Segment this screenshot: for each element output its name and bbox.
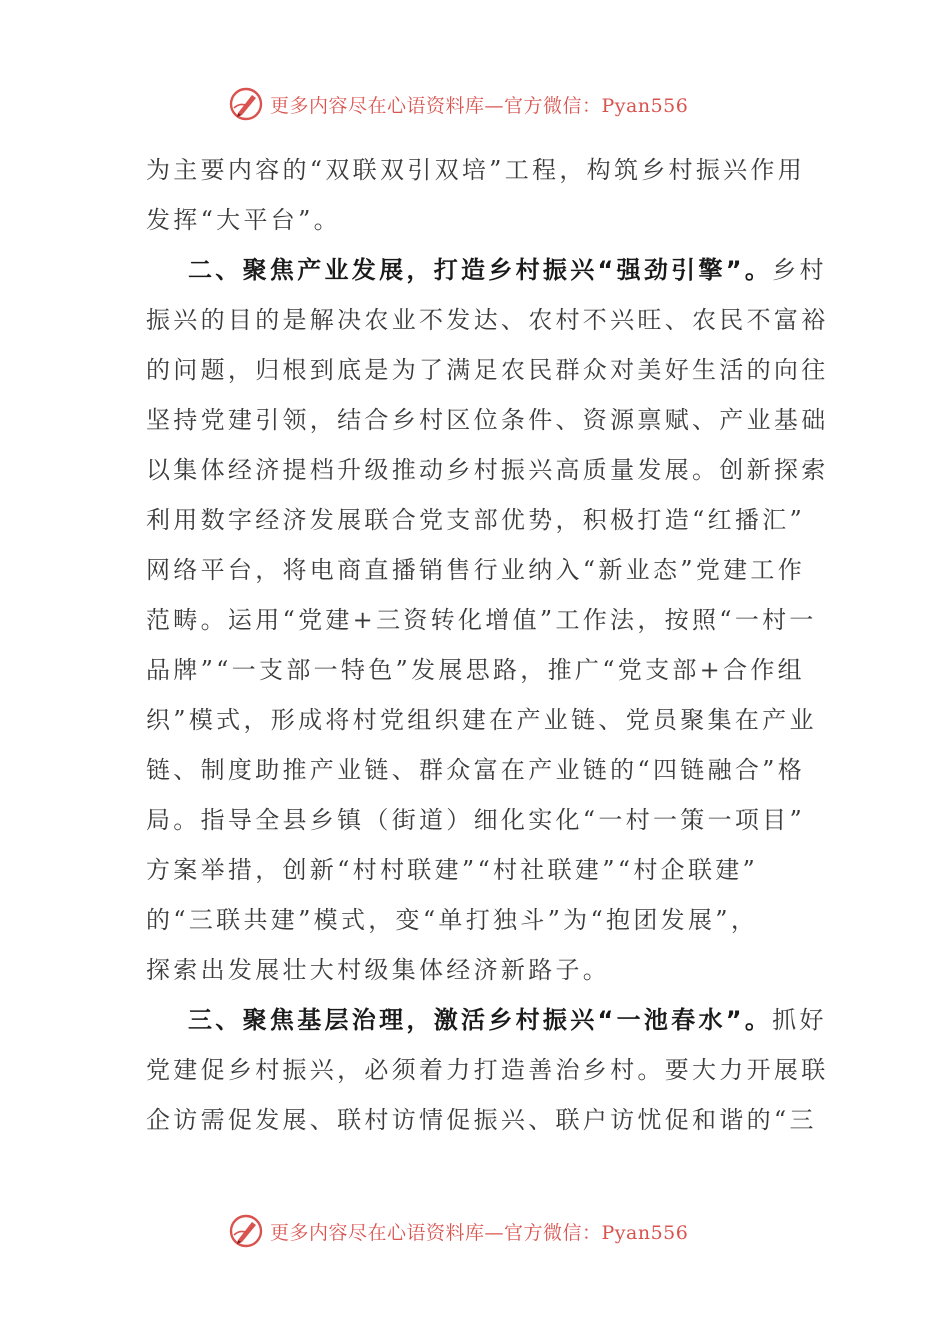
section-heading: 三、聚焦基层治理，激活乡村振兴“一池春水”。 [188,1006,773,1034]
text-line: 品牌”“一支部一特色”发展思路，推广“党支部+合作组 [146,656,805,684]
text-line: 的问题，归根到底是为了满足农民群众对美好生活的向往 [146,356,829,384]
text-line: 振兴的目的是解决农业不发达、农村不兴旺、农民不富裕 [146,306,829,334]
section-heading: 二、聚焦产业发展，打造乡村振兴“强劲引擎”。 [188,256,773,284]
text-line: 坚持党建引领，结合乡村区位条件、资源禀赋、产业基础 [146,406,829,434]
document-body [146,145,829,1145]
watermark-text: 更多内容尽在心语资料库—官方微信：Pyan556 [270,94,689,117]
text-line: 探索出发展壮大村级集体经济新路子。 [146,956,611,984]
text-span: 乡村 [772,256,827,284]
text-line: 利用数字经济发展联合党支部优势，积极打造“红播汇” [146,506,806,534]
header-watermark [228,84,688,124]
text-line: 范畴。运用“党建+三资转化增值”工作法，按照“一村一 [146,606,817,634]
footer-watermark [228,1211,688,1251]
text-line: 为主要内容的“双联双引双培”工程，构筑乡村振兴作用 [146,156,806,184]
text-line: 发挥“大平台”。 [146,206,341,234]
text-line: 企访需促发展、联村访情促振兴、联户访忧促和谐的“三 [146,1106,817,1134]
text-line: 网络平台，将电商直播销售行业纳入“新业态”党建工作 [146,556,806,584]
text-line: 的“三联共建”模式，变“单打独斗”为“抱团发展”， [146,906,759,934]
pen-circle-logo-icon [228,86,264,122]
text-line: 方案举措，创新“村村联建”“村社联建”“村企联建” [146,856,759,884]
text-line: 链、制度助推产业链、群众富在产业链的“四链融合”格 [146,756,806,784]
paragraph-first-line [146,995,827,1045]
text-line: 织”模式，形成将村党组织建在产业链、党员聚集在产业 [146,706,817,734]
text-line: 局。指导全县乡镇（街道）细化实化“一村一策一项目” [146,806,806,834]
pen-circle-logo-icon [228,1213,264,1249]
text-line: 以集体经济提档升级推动乡村振兴高质量发展。创新探索 [146,456,829,484]
paragraph-first-line [146,245,827,295]
text-span: 抓好 [772,1006,827,1034]
watermark-text: 更多内容尽在心语资料库—官方微信：Pyan556 [270,1221,689,1244]
text-line: 党建促乡村振兴，必须着力打造善治乡村。要大力开展联 [146,1056,829,1084]
